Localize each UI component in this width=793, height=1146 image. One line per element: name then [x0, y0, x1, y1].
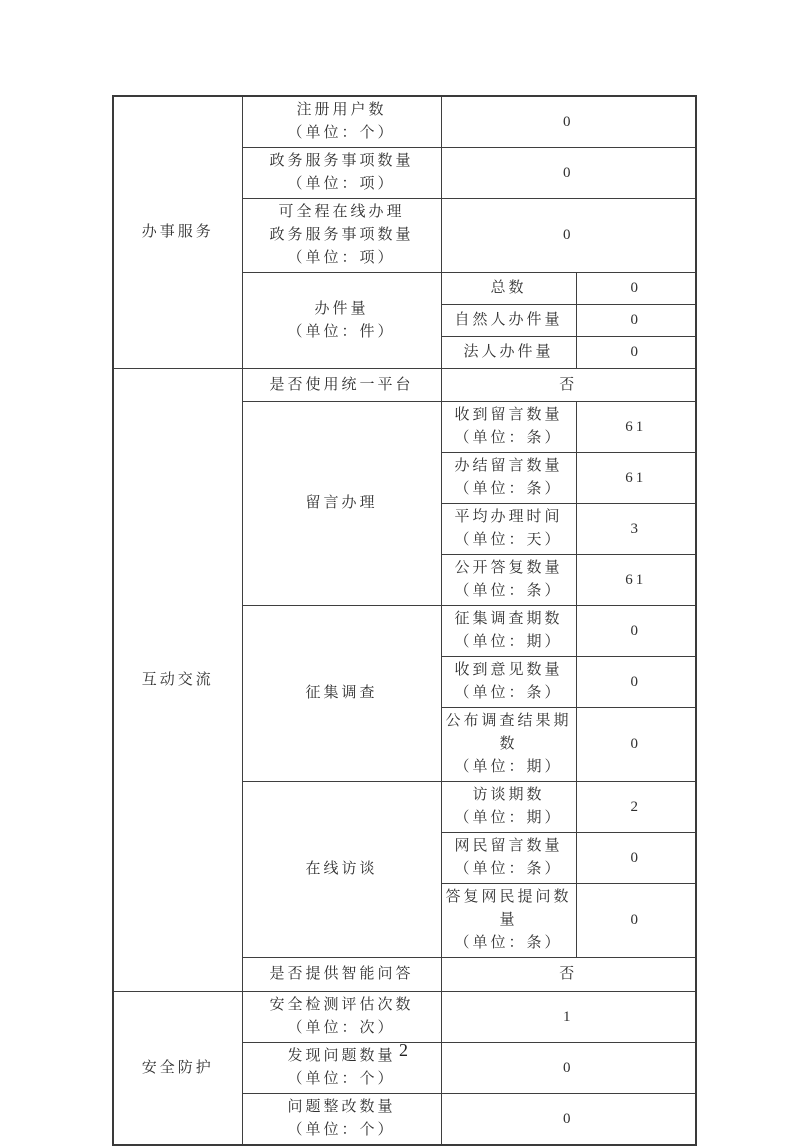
category-cell-service: 办事服务 [113, 96, 242, 369]
metric-label [242, 96, 441, 148]
metric-value: 0 [441, 148, 696, 199]
metric-unit-line: （单位：条） [454, 481, 563, 497]
category-cell-interaction: 互动交流 [113, 369, 242, 992]
sub-metric-value: 0 [576, 305, 696, 337]
metric-label-line: 平均办理时间 [454, 509, 563, 525]
sub-metric-label [441, 657, 576, 708]
sub-metric-value: 0 [576, 657, 696, 708]
metric-unit-line: （单位：天） [454, 532, 563, 548]
group-label-line: 办件量 [314, 300, 369, 317]
metric-label: 是否使用统一平台 [242, 369, 441, 402]
metric-label-line: 访谈期数 [472, 787, 545, 803]
metric-label [242, 992, 441, 1043]
category-cell-security: 安全防护 [113, 992, 242, 1146]
annual-report-table [112, 95, 697, 1146]
sub-metric-value: 0 [576, 708, 696, 782]
sub-metric-label [441, 708, 576, 782]
sub-metric-value: 0 [576, 884, 696, 958]
sub-metric-label [441, 453, 576, 504]
metric-value: 0 [441, 199, 696, 273]
sub-metric-label: 自然人办件量 [441, 305, 576, 337]
metric-value: 0 [441, 96, 696, 148]
metric-unit-line: （单位：条） [454, 685, 563, 701]
metric-unit-line: （单位：期） [454, 634, 563, 650]
metric-label-line: 办结留言数量 [454, 458, 563, 474]
metric-label-line: 网民留言数量 [454, 838, 563, 854]
metric-label [242, 199, 441, 273]
metric-unit-line: （单位：期） [454, 759, 563, 775]
table-row [113, 96, 696, 148]
sub-metric-value: 61 [576, 453, 696, 504]
metric-unit-line: （单位：个） [287, 125, 396, 141]
group-label: 征集调查 [242, 606, 441, 782]
sub-metric-value: 0 [576, 273, 696, 305]
sub-metric-value: 0 [576, 337, 696, 369]
metric-label-line: 政务服务事项数量 [269, 227, 414, 243]
metric-unit-line: （单位：期） [454, 810, 563, 826]
metric-label-line: 政务服务事项数量 [269, 153, 414, 169]
table-row [113, 992, 696, 1043]
sub-metric-label [441, 782, 576, 833]
metric-label [242, 148, 441, 199]
sub-metric-value: 0 [576, 833, 696, 884]
metric-unit-line: （单位：个） [287, 1071, 396, 1087]
metric-label-line: 收到意见数量 [454, 662, 563, 678]
metric-unit-line: （单位：个） [287, 1122, 396, 1138]
metric-unit-line: （单位：条） [454, 935, 563, 951]
sub-metric-value: 3 [576, 504, 696, 555]
metric-value: 0 [441, 1043, 696, 1094]
metric-unit-line: （单位：项） [287, 250, 396, 266]
group-unit-line: （单位：件） [287, 323, 396, 340]
metric-value: 1 [441, 992, 696, 1043]
sub-metric-label [441, 555, 576, 606]
sub-metric-label: 总数 [441, 273, 576, 305]
sub-metric-value: 61 [576, 402, 696, 453]
sub-metric-label [441, 884, 576, 958]
sub-metric-value: 2 [576, 782, 696, 833]
group-label: 在线访谈 [242, 782, 441, 958]
sub-metric-label [441, 606, 576, 657]
metric-unit-line: （单位：次） [287, 1020, 396, 1036]
sub-metric-label: 法人办件量 [441, 337, 576, 369]
group-label [242, 273, 441, 369]
metric-label-line: 答复网民提问数量 [445, 889, 572, 928]
table-row [113, 369, 696, 402]
page-number: 2 [399, 1040, 408, 1060]
metric-unit-line: （单位：条） [454, 430, 563, 446]
metric-label-line: 征集调查期数 [454, 611, 563, 627]
sub-metric-value: 61 [576, 555, 696, 606]
metric-label: 是否提供智能问答 [242, 958, 441, 992]
metric-unit-line: （单位：项） [287, 176, 396, 192]
metric-label-line: 注册用户数 [296, 102, 387, 118]
metric-value: 否 [441, 958, 696, 992]
metric-value: 0 [441, 1094, 696, 1146]
sub-metric-label [441, 504, 576, 555]
metric-label-line: 问题整改数量 [287, 1099, 396, 1115]
sub-metric-value: 0 [576, 606, 696, 657]
sub-metric-label [441, 833, 576, 884]
group-label: 留言办理 [242, 402, 441, 606]
metric-unit-line: （单位：条） [454, 583, 563, 599]
metric-label-line: 安全检测评估次数 [269, 997, 414, 1013]
metric-label-line: 收到留言数量 [454, 407, 563, 423]
metric-unit-line: （单位：条） [454, 861, 563, 877]
metric-label [242, 1094, 441, 1146]
metric-label-line: 发现问题数量 [287, 1048, 396, 1064]
metric-label-line: 可全程在线办理 [278, 204, 405, 220]
metric-label-line: 公布调查结果期数 [445, 713, 572, 752]
sub-metric-label [441, 402, 576, 453]
metric-value: 否 [441, 369, 696, 402]
metric-label-line: 公开答复数量 [454, 560, 563, 576]
